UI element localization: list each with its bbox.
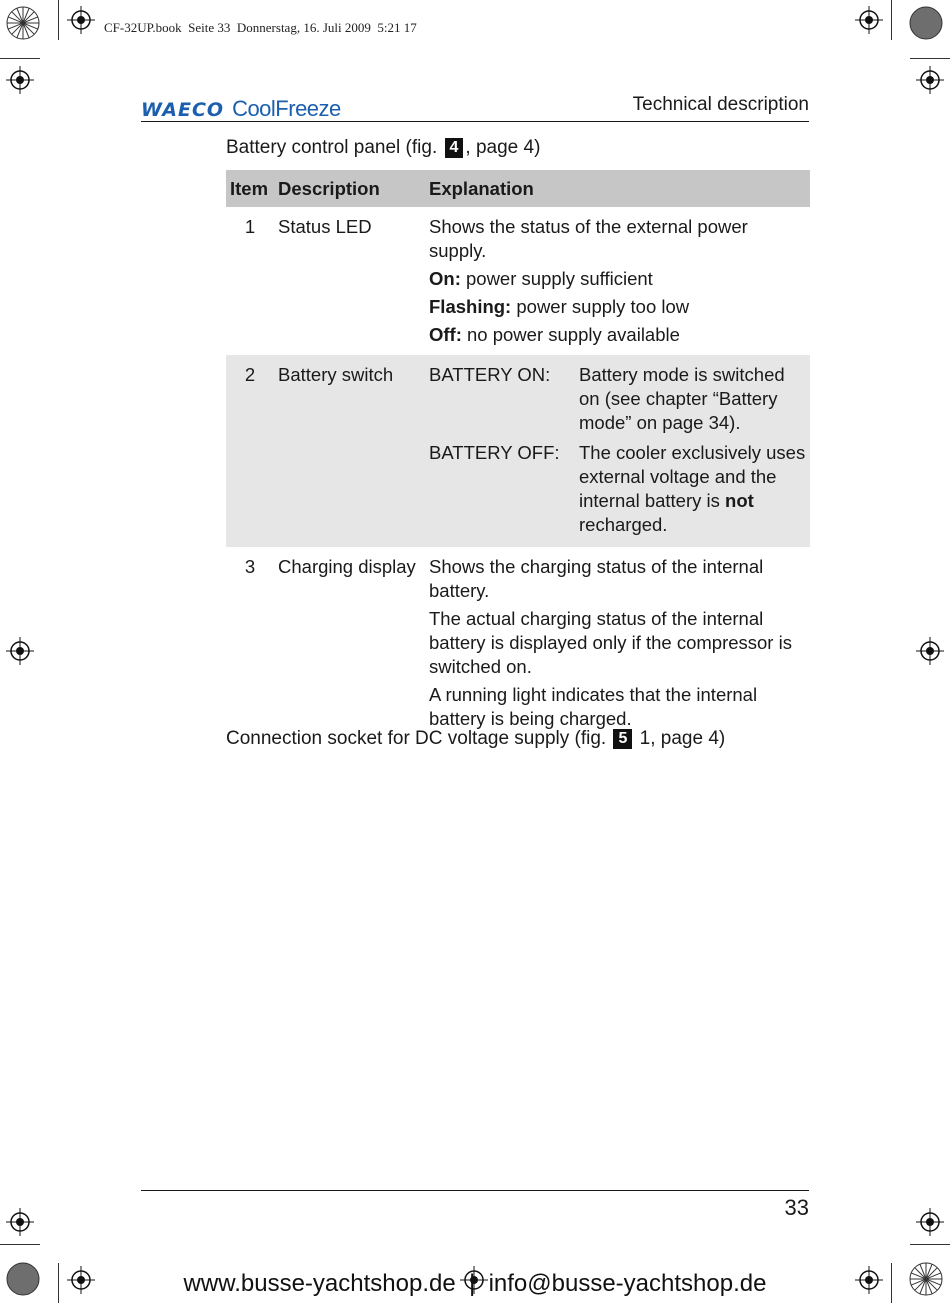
logo-product: CoolFreeze: [232, 96, 341, 121]
state-label: Off:: [429, 324, 462, 345]
registration-mark-icon: [916, 1208, 944, 1236]
explanation-line: [429, 295, 806, 319]
explanation-line: A running light indicates that the internal battery is being charged.: [429, 684, 758, 729]
item-explanation: [425, 547, 810, 739]
explanation-line: [429, 267, 806, 291]
crop-line: [891, 0, 892, 40]
registration-mark-icon: [6, 1208, 34, 1236]
figure-number-badge: 4: [445, 138, 464, 158]
switch-option-label: BATTERY ON:: [429, 364, 551, 385]
caption-text: 1, page 4): [634, 728, 726, 749]
table-row: [226, 355, 810, 547]
caption-text: Battery control panel (fig.: [226, 137, 438, 158]
brand-logo: [141, 96, 341, 122]
state-text: no power supply available: [461, 324, 680, 345]
section-title: Technical description: [632, 94, 809, 115]
logo-brand: WAECO: [141, 99, 225, 121]
item-number: 2: [226, 355, 274, 547]
state-label: Flashing:: [429, 296, 512, 317]
crop-line: [0, 58, 40, 59]
footer-divider: [141, 1190, 809, 1191]
registration-mark-icon: [6, 637, 34, 665]
crop-line: [910, 1244, 950, 1245]
shop-watermark: www.busse-yachtshop.de | info@busse-yachtshop.de: [183, 1270, 767, 1297]
emphasis: not: [725, 490, 754, 511]
explanation-line: Shows the charging status of the internal battery.: [429, 556, 764, 601]
explanation-line: The actual charging status of the internal battery is displayed only if the compressor is switched on.: [429, 608, 792, 677]
crop-line: [0, 1244, 40, 1245]
registration-mark-icon: [6, 66, 34, 94]
connection-socket-caption: [226, 728, 725, 750]
battery-panel-caption: [226, 137, 540, 159]
battery-panel-table: [226, 170, 810, 739]
crop-line: [58, 0, 59, 40]
registration-mark-icon: [855, 6, 883, 34]
caption-text: , page 4): [465, 137, 541, 158]
item-description: Battery switch: [274, 355, 425, 547]
page-number: 33: [784, 1195, 809, 1220]
registration-mark-icon: [916, 66, 944, 94]
item-explanation: [425, 355, 810, 547]
header-divider: [141, 121, 809, 122]
registration-mark-icon: [916, 637, 944, 665]
column-header-item: Item: [226, 170, 274, 207]
crop-line: [910, 58, 950, 59]
text-run: The cooler exclusively uses external voltage and the internal battery is: [579, 442, 806, 511]
switch-option: [429, 363, 806, 435]
item-description: Charging display: [278, 556, 416, 577]
explanation-line: Shows the status of the external power supply.: [429, 216, 748, 261]
item-number: 3: [244, 556, 256, 577]
item-number: 1: [244, 216, 256, 237]
item-explanation: [425, 207, 810, 355]
state-text: power supply sufficient: [460, 268, 653, 289]
item-description: Status LED: [278, 216, 372, 237]
state-label: On:: [429, 268, 461, 289]
column-header-description: Description: [274, 170, 425, 207]
table-header-row: [226, 170, 810, 207]
column-header-explanation: Explanation: [425, 170, 810, 207]
explanation-line: [429, 323, 806, 347]
gray-disc-mark-icon: [909, 6, 943, 40]
switch-option-text: [579, 441, 806, 537]
table-row: [226, 547, 810, 739]
caption-text: Connection socket for DC voltage supply (fig.: [226, 728, 607, 749]
switch-option-label: BATTERY OFF:: [429, 442, 560, 463]
print-slug: CF-32UP.book Seite 33 Donnerstag, 16. Juli 2009 5:21 17: [104, 20, 417, 35]
table-row: [226, 207, 810, 355]
starburst-mark-icon: [6, 6, 40, 40]
state-text: power supply too low: [511, 296, 690, 317]
switch-option: [429, 441, 806, 537]
figure-number-badge: 5: [613, 729, 632, 749]
registration-mark-icon: [67, 6, 95, 34]
text-run: recharged.: [579, 514, 668, 535]
switch-option-text: Battery mode is switched on (see chapter “Battery mode” on page 34).: [579, 364, 785, 433]
